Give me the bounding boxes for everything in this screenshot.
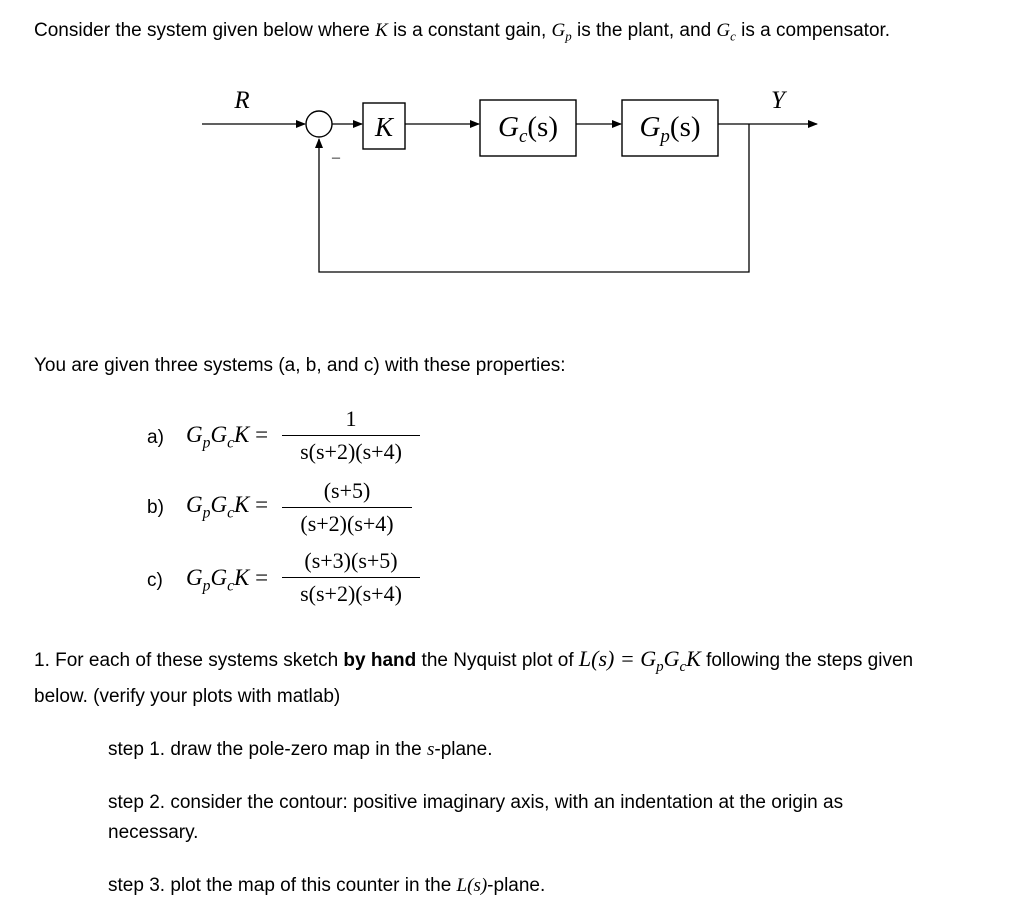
system-a-lhs: $G_pG_cK$ = bbox=[186, 422, 269, 452]
intro-k-symbol: K bbox=[375, 20, 388, 41]
intro-post: is a compensator. bbox=[735, 20, 891, 41]
systems-intro: You are given three systems (a, b, and c) with these properties: bbox=[34, 355, 566, 376]
system-c-numerator: (s+3)(s+5) bbox=[304, 548, 398, 573]
intro-gc-symbol: $G_c$ bbox=[716, 20, 736, 44]
intro-mid2: is the plant, and bbox=[571, 20, 717, 41]
system-a-label: a) bbox=[147, 427, 164, 448]
block-diagram bbox=[0, 0, 1024, 300]
intro-gp-symbol: $G_p$ bbox=[551, 20, 572, 44]
question-emphasis: by hand bbox=[343, 650, 417, 671]
step-3: step 3. plot the map of this counter in the L(s)-plane. bbox=[108, 875, 546, 896]
step-1: step 1. draw the pole-zero map in the s-plane. bbox=[108, 739, 493, 760]
system-a-fraction bbox=[282, 406, 420, 465]
summing-junction bbox=[306, 111, 332, 137]
gp-block-label: $G_p(s)$ bbox=[639, 111, 701, 147]
feedback-path bbox=[319, 124, 749, 272]
system-b-label: b) bbox=[147, 497, 164, 518]
output-label: Y bbox=[771, 87, 785, 114]
intro-pre: Consider the system given below where bbox=[34, 20, 376, 41]
system-a-numerator: 1 bbox=[345, 406, 357, 431]
question-expression: $L(s) = G_pG_cK$ bbox=[578, 646, 701, 676]
system-c-label: c) bbox=[147, 570, 163, 591]
intro-mid1: is a constant gain, bbox=[387, 20, 552, 41]
system-b-numerator: (s+5) bbox=[323, 478, 371, 503]
system-c-fraction bbox=[282, 548, 420, 607]
system-b-fraction bbox=[282, 478, 412, 537]
question-line-1: 1. For each of these systems sketch by hand the Nyquist plot of $L(s) = G_pG_cK$ following the steps given bbox=[34, 646, 914, 676]
system-b-denominator: (s+2)(s+4) bbox=[282, 507, 412, 537]
gc-block-label: $G_c(s)$ bbox=[498, 111, 558, 147]
step-2: step 2. consider the contour: positive imaginary axis, with an indentation at the origin as necessary. bbox=[108, 792, 844, 843]
system-c-denominator: s(s+2)(s+4) bbox=[282, 577, 420, 607]
question-line-2: below. (verify your plots with matlab) bbox=[34, 686, 341, 707]
system-b-lhs: $G_pG_cK$ = bbox=[186, 492, 269, 522]
feedback-sign: – bbox=[332, 149, 340, 166]
system-c-lhs: $G_pG_cK$ = bbox=[186, 565, 269, 595]
input-label: R bbox=[234, 87, 250, 114]
k-block-label: K bbox=[374, 112, 394, 142]
system-a-denominator: s(s+2)(s+4) bbox=[282, 435, 420, 465]
